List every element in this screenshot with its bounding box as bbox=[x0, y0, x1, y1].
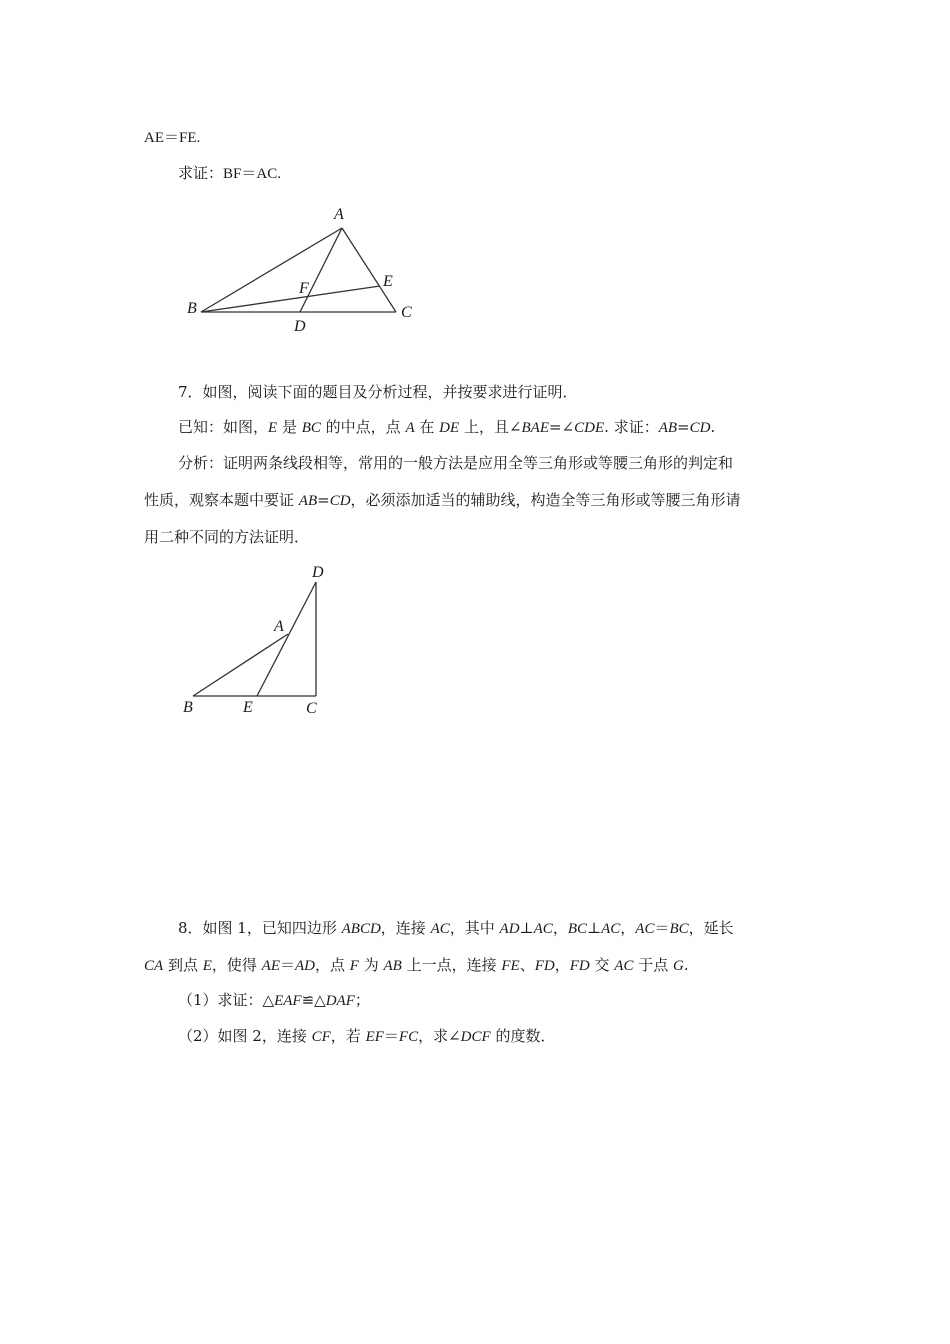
fig1-label-f: F bbox=[299, 280, 309, 297]
fig1-label-c: C bbox=[401, 304, 412, 321]
math-run: CF bbox=[311, 1029, 331, 1045]
p6-prove-prefix: 求证： bbox=[178, 164, 224, 182]
text-run: ， bbox=[620, 919, 636, 937]
p7-analysis-1: 分析：证明两条线段相等，常用的一般方法是应用全等三角形或等腰三角形的判定和 bbox=[178, 454, 734, 472]
text-run: 于点 bbox=[633, 956, 674, 974]
text-run: 、 bbox=[519, 956, 535, 974]
fig2-label-d: D bbox=[312, 564, 324, 581]
p6-prove-statement: BF＝AC. bbox=[223, 166, 281, 182]
math-run: EAF bbox=[274, 993, 302, 1009]
text-run: =∠ bbox=[549, 418, 575, 436]
text-run: 是 bbox=[277, 418, 302, 436]
text-run: 上，且∠ bbox=[459, 418, 522, 436]
fig2-segment-ed bbox=[257, 582, 316, 696]
fig2-label-e: E bbox=[243, 699, 253, 716]
math-run: DCF bbox=[460, 1029, 491, 1045]
math-run: BC bbox=[301, 420, 321, 436]
text-run: ≌△ bbox=[301, 991, 326, 1009]
math-run: DAF bbox=[325, 993, 355, 1009]
math-run: FD bbox=[569, 958, 590, 974]
math-run: E bbox=[202, 958, 212, 974]
text-run: ， bbox=[554, 956, 570, 974]
math-run: E bbox=[268, 420, 278, 436]
math-run: FC bbox=[398, 1029, 419, 1045]
p7-title: 7．如图，阅读下面的题目及分析过程，并按要求进行证明． bbox=[178, 383, 578, 401]
math-run: AC bbox=[601, 921, 621, 937]
math-run: CD bbox=[689, 420, 711, 436]
p7-analysis-2 bbox=[144, 490, 741, 511]
math-run: G bbox=[673, 958, 684, 974]
math-run: AD bbox=[499, 921, 520, 937]
text-run: = bbox=[677, 418, 690, 436]
text-run: ，其中 bbox=[449, 919, 500, 937]
text-run: 为 bbox=[358, 956, 384, 974]
fig1-segment-ac bbox=[342, 228, 396, 312]
text-run: ，求∠ bbox=[418, 1027, 461, 1045]
text-run: ⊥ bbox=[587, 919, 602, 937]
text-run: 交 bbox=[589, 956, 615, 974]
text-run: ＝ bbox=[383, 1027, 399, 1045]
math-run: AC bbox=[635, 921, 655, 937]
text-run: 上一点，连接 bbox=[401, 956, 502, 974]
text-run: 8．如图 1，已知四边形 bbox=[178, 919, 342, 937]
text-run: . bbox=[710, 418, 716, 436]
text-run: . 求证： bbox=[604, 418, 659, 436]
text-run: ＝ bbox=[654, 919, 670, 937]
text-run: 性质，观察本题中要证 bbox=[144, 491, 299, 509]
math-run: AB bbox=[298, 493, 318, 509]
math-run: FE bbox=[501, 958, 520, 974]
math-run: CD bbox=[329, 493, 351, 509]
fig2-label-b: B bbox=[183, 699, 193, 716]
fig1-label-d: D bbox=[294, 318, 306, 335]
text-run: 的度数． bbox=[490, 1027, 556, 1045]
text-run: ⊥ bbox=[519, 919, 534, 937]
p7-analysis-3: 用二种不同的方法证明． bbox=[144, 528, 310, 546]
text-run: （2）如图 2，连接 bbox=[178, 1027, 312, 1045]
fig2-label-a: A bbox=[274, 618, 284, 635]
text-run: ， bbox=[552, 919, 568, 937]
math-run: FD bbox=[534, 958, 555, 974]
text-run: （1）求证：△ bbox=[178, 991, 275, 1009]
math-run: AB bbox=[658, 420, 678, 436]
math-run: BC bbox=[669, 921, 689, 937]
math-run: BC bbox=[567, 921, 587, 937]
math-run: CDE bbox=[574, 420, 605, 436]
text-run: 在 bbox=[414, 418, 440, 436]
text-run: . bbox=[683, 956, 689, 974]
text-run: 的中点，点 bbox=[320, 418, 406, 436]
math-run: AC bbox=[430, 921, 450, 937]
p6-given-tail: AE＝FE. bbox=[144, 130, 201, 146]
math-run: ABCD bbox=[341, 921, 381, 937]
text-run: ＝ bbox=[280, 956, 296, 974]
fig2-label-c: C bbox=[306, 700, 317, 717]
math-run: DE bbox=[439, 420, 460, 436]
text-run: 已知：如图， bbox=[178, 418, 269, 436]
text-run: ，连接 bbox=[380, 919, 431, 937]
text-run: ，必须添加适当的辅助线，构造全等三角形或等腰三角形请 bbox=[350, 491, 741, 509]
math-run: A bbox=[405, 420, 415, 436]
math-run: CA bbox=[144, 958, 164, 974]
math-run: BAE bbox=[521, 420, 550, 436]
p7-given bbox=[178, 417, 715, 438]
fig1-label-b: B bbox=[187, 300, 197, 317]
text-run: ，若 bbox=[330, 1027, 366, 1045]
text-run: ，延长 bbox=[688, 919, 734, 937]
p8-line-1 bbox=[178, 918, 734, 939]
text-run: = bbox=[317, 491, 330, 509]
fig1-label-e: E bbox=[383, 273, 393, 290]
math-run: AE bbox=[261, 958, 280, 974]
math-run: AC bbox=[614, 958, 634, 974]
math-run: F bbox=[349, 958, 359, 974]
math-run: AB bbox=[383, 958, 402, 974]
text-run: 到点 bbox=[163, 956, 203, 974]
math-run: AD bbox=[295, 958, 316, 974]
math-run: AC bbox=[533, 921, 553, 937]
fig1-segment-be bbox=[201, 286, 380, 312]
fig1-label-a: A bbox=[334, 206, 344, 223]
p8-line-2 bbox=[144, 955, 689, 976]
text-run: ； bbox=[354, 991, 370, 1009]
p8-part-2 bbox=[178, 1026, 555, 1047]
math-run: EF bbox=[365, 1029, 384, 1045]
text-run: ，点 bbox=[315, 956, 350, 974]
text-run: ，使得 bbox=[211, 956, 262, 974]
p8-part-1 bbox=[178, 990, 370, 1011]
